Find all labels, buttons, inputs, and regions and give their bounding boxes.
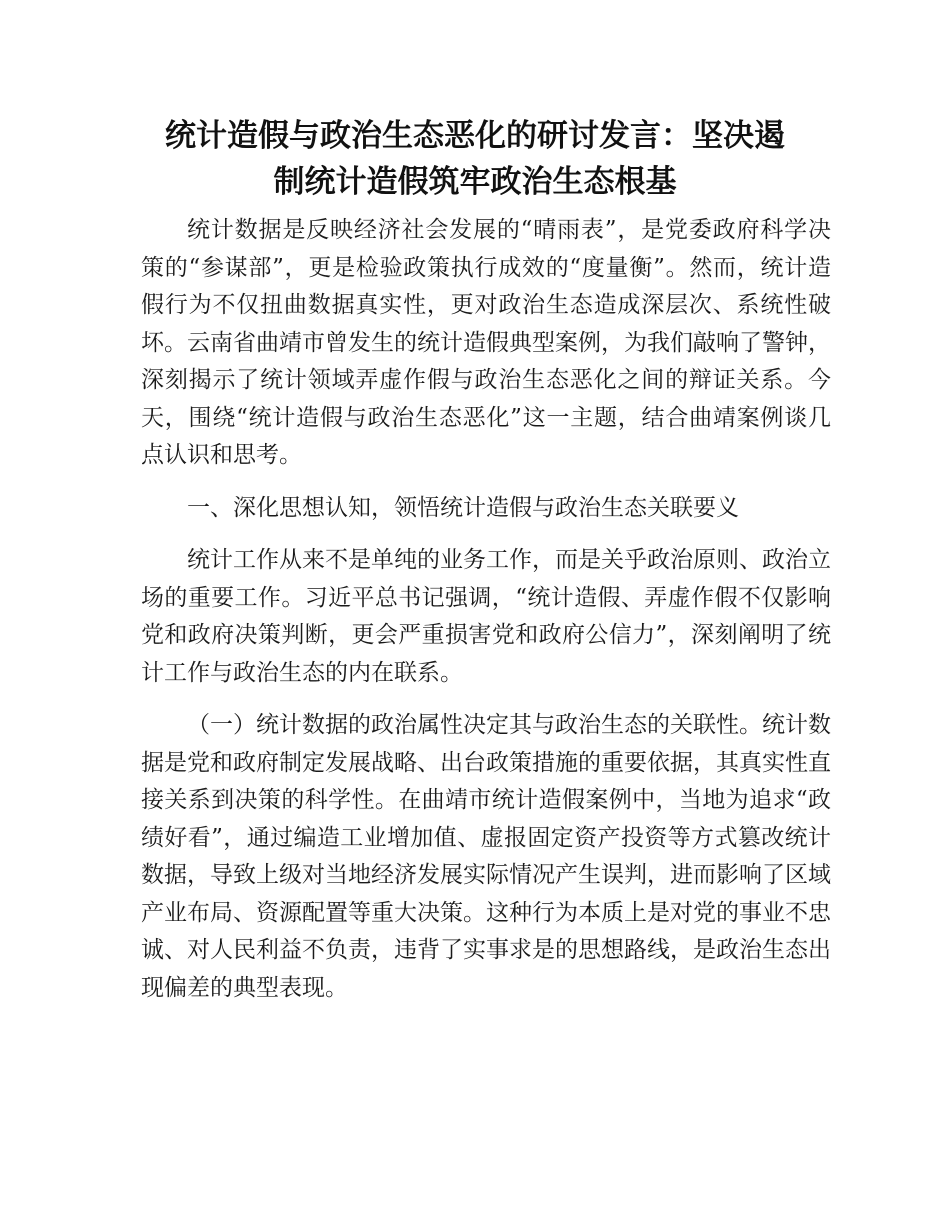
title-line-1: 统计造假与政治生态恶化的研讨发言：坚决遏 <box>165 118 785 154</box>
document-body <box>141 212 831 1022</box>
document-title <box>120 113 830 205</box>
paragraph-intro: 统计数据是反映经济社会发展的“晴雨表”，是党委政府科学决策的“参谋部”，更是检验政策执行成效的“度量衡”。然而，统计造假行为不仅扭曲数据真实性，更对政治生态造成深层次、系统性破坏。云南省曲靖市曾发生的统计造假典型案例，为我们敲响了警钟，深刻揭示了统计领域弄虚作假与政治生态恶化之间的辩证关系。今天，围绕“统计造假与政治生态恶化”这一主题，结合曲靖案例谈几点认识和思考。 <box>141 217 831 468</box>
paragraph-subsection-1: （一）统计数据的政治属性决定其与政治生态的关联性。统计数据是党和政府制定发展战略、出台政策措施的重要依据，其真实性直接关系到决策的科学性。在曲靖市统计造假案例中，当地为追求“政绩好看”，通过编造工业增加值、虚报固定资产投资等方式篡改统计数据，导致上级对当地经济发展实际情况产生误判，进而影响了区域产业布局、资源配置等重大决策。这种行为本质上是对党的事业不忠诚、对人民利益不负责，违背了实事求是的思想路线，是政治生态出现偏差的典型表现。 <box>141 712 831 1001</box>
section-heading-1: 一、深化思想认知，领悟统计造假与政治生态关联要义 <box>187 494 739 521</box>
paragraph-section-1: 统计工作从来不是单纯的业务工作，而是关乎政治原则、政治立场的重要工作。习近平总书记强调，“统计造假、弄虚作假不仅影响党和政府决策判断，更会严重损害党和政府公信力”，深刻阐明了统计工作与政治生态的内在联系。 <box>141 547 831 686</box>
title-line-2: 制统计造假筑牢政治生态根基 <box>273 164 677 200</box>
